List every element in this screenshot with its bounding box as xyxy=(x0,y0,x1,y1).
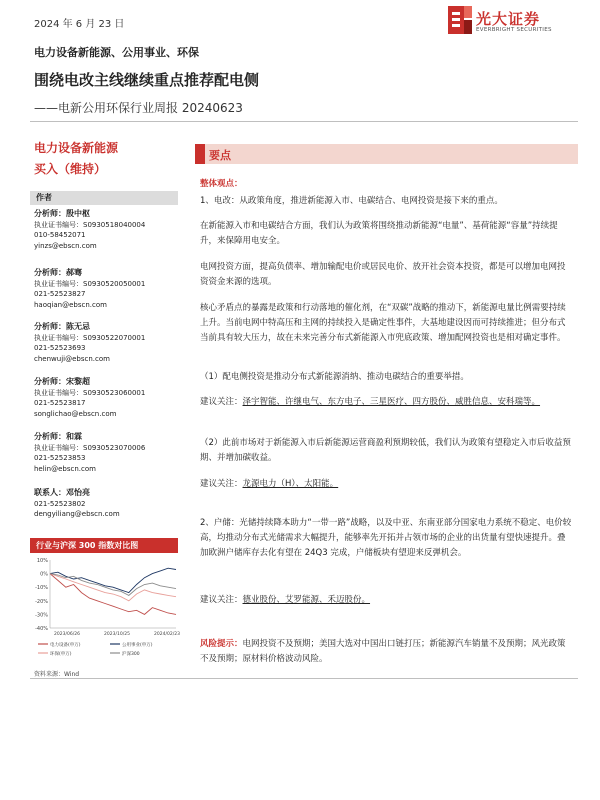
suggestion-3 xyxy=(200,593,572,608)
contact-block xyxy=(34,488,120,520)
paragraph-market-entry: 在新能源入市和电碳结合方面，我们认为政策将围绕推动新能源“电量”、基荷能源“容量”持续提升，来保障用电安全。 xyxy=(200,221,558,246)
chart-source: 资料来源：Wind xyxy=(34,671,80,678)
paragraph-distribution-investment: （1）配电侧投资是推动分布式新能源消纳、推动电碳结合的重要举措。 xyxy=(200,372,469,382)
x-tick-label: 2023/10/25 xyxy=(104,632,130,637)
analyst-block xyxy=(34,268,145,310)
analyst-name: 分析师：殷中枢 xyxy=(34,209,90,218)
y-tick-label: 10% xyxy=(36,558,48,564)
suggested-stocks[interactable]: 德业股份、艾罗能源、禾迈股份。 xyxy=(242,595,371,605)
header-divider xyxy=(30,121,578,122)
rating-value: 买入（维持） xyxy=(34,162,107,176)
y-tick-label: -10% xyxy=(35,585,48,592)
logo-mark-icon xyxy=(448,6,472,34)
index-comparison-chart xyxy=(30,556,180,666)
sector-line: 电力设备新能源、公用事业、环保 xyxy=(34,46,199,59)
y-tick-label: -20% xyxy=(35,598,48,605)
analyst-phone: 021-52523853 xyxy=(34,454,86,462)
analyst-email[interactable]: yinzs@ebscn.com xyxy=(34,241,97,250)
risk-label: 风险提示： xyxy=(200,639,243,649)
suggested-stocks[interactable]: 龙源电力（H）、太阳能。 xyxy=(242,479,339,489)
chart-heading-label: 行业与沪深 300 指数对比图 xyxy=(36,541,139,550)
analyst-email[interactable]: chenwuji@ebscn.com xyxy=(34,354,110,363)
analyst-email[interactable]: helin@ebscn.com xyxy=(34,464,96,473)
summary-section-bar xyxy=(195,144,578,164)
legend-label: 环保(申万) xyxy=(50,652,72,657)
suggestion-1 xyxy=(200,395,572,410)
suggestion-label: 建议关注： xyxy=(200,595,243,605)
footer-divider xyxy=(30,678,578,679)
analyst-block xyxy=(34,209,145,251)
risk-text: 电网投资不及预期；美国大选对中国出口链打压；新能源汽车销量不及预期；风光政策不及预期；原材料价格波动风险。 xyxy=(200,639,566,664)
analyst-cert: 执业证书编号：S0930523070006 xyxy=(34,443,146,452)
analyst-cert: 执业证书编号：S0930523060001 xyxy=(34,388,146,397)
rating-industry: 电力设备新能源 xyxy=(34,141,119,155)
analyst-cert: 执业证书编号：S0930520050001 xyxy=(34,279,146,288)
summary-accent xyxy=(195,144,205,164)
y-tick-label: -30% xyxy=(35,612,48,619)
paragraph-household-storage: 2、户储：光储持续降本助力“一带一路”战略，以及中亚、东南亚部分国家电力系统不稳定、电价较高，均推动分布式光储需求大幅提升，能够率先开拓并占领市场的企业的出货量有望快速提升。叠加欧洲户储库存去化有望在 24Q3 完成，户储板块有望迎来反弹机会。 xyxy=(200,518,572,558)
analyst-cert: 执业证书编号：S0930518040004 xyxy=(34,220,146,229)
contact-email[interactable]: dengyiliang@ebscn.com xyxy=(34,510,120,518)
summary-label: 要点 xyxy=(209,149,231,162)
analyst-email[interactable]: songlichao@ebscn.com xyxy=(34,409,117,418)
suggested-stocks[interactable]: 泽宇智能、许继电气、东方电子、三星医疗、四方股份、威胜信息、安科瑞等。 xyxy=(242,397,541,407)
series-line xyxy=(50,574,176,596)
authors-heading-label: 作者 xyxy=(36,193,52,202)
suggestion-label: 建议关注： xyxy=(200,479,243,489)
authors-heading xyxy=(30,191,178,205)
contact-name: 联系人：邓怡亮 xyxy=(34,488,90,497)
logo-text-cn: 光大证券 xyxy=(476,10,541,28)
legend-label: 沪深300 xyxy=(122,652,140,657)
analyst-phone: 021-52523827 xyxy=(34,290,86,298)
analyst-block xyxy=(34,432,145,474)
logo-text-en: EVERBRIGHT SECURITIES xyxy=(476,27,552,33)
analyst-phone: 010-58452071 xyxy=(34,231,86,239)
y-tick-label: -40% xyxy=(35,626,48,632)
suggestion-label: 建议关注： xyxy=(200,397,243,407)
analyst-name: 分析师：和霖 xyxy=(34,432,82,441)
legend-label: 电力设备(申万) xyxy=(50,643,81,648)
paragraph-electricity-reform: 1、电改：从政策角度，推进新能源入市、电碳结合、电网投资是接下来的重点。 xyxy=(200,196,503,206)
paragraph-operator-profit: （2）此前市场对于新能源入市后新能源运营商盈利预期较低，我们认为政策有望稳定入市后收益预期、并增加碳收益。 xyxy=(200,438,571,463)
report-subtitle: ——电新公用环保行业周报 20240623 xyxy=(34,101,243,115)
analyst-block xyxy=(34,377,145,419)
analyst-cert: 执业证书编号：S0930522070001 xyxy=(34,333,146,342)
analyst-name: 分析师：宋黎超 xyxy=(34,377,90,386)
overview-label: 整体观点： xyxy=(200,179,243,189)
analyst-phone: 021-52523817 xyxy=(34,399,86,407)
chart-heading xyxy=(30,538,178,553)
suggestion-2 xyxy=(200,477,572,492)
analyst-phone: 021-52523693 xyxy=(34,344,86,352)
report-date: 2024 年 6 月 23 日 xyxy=(34,19,125,30)
risk-warning xyxy=(200,637,572,667)
paragraph-core-contradiction: 核心矛盾点的暴露是政策和行动落地的催化剂，在“双碳”战略的推动下，新能源电量比例需要持续上升。当前电网中特高压和主网的持续投入是确定性事件，大基地建设因而可持续推进；但分布式当前具有较大压力，故在未来完善分布式新能源入市兜底政策、增加配网投资也是相对确定事件。 xyxy=(200,303,566,343)
analyst-name: 分析师：郝骞 xyxy=(34,268,82,277)
paragraph-grid-investment: 电网投资方面，提高负债率、增加输配电价或居民电价、放开社会资本投资，都是可以增加电网投资资金来源的选项。 xyxy=(200,262,566,287)
contact-phone: 021-52523802 xyxy=(34,499,86,508)
x-tick-label: 2023/06/26 xyxy=(54,632,80,637)
analyst-email[interactable]: haoqian@ebscn.com xyxy=(34,300,107,309)
y-tick-label: 0% xyxy=(40,571,48,578)
analyst-name: 分析师：陈无忌 xyxy=(34,322,90,331)
report-title: 围绕电改主线继续重点推荐配电侧 xyxy=(34,71,260,89)
x-tick-label: 2024/02/23 xyxy=(154,632,180,637)
legend-label: 公用事业(申万) xyxy=(122,643,153,648)
company-logo xyxy=(448,6,578,38)
analyst-block xyxy=(34,322,145,364)
